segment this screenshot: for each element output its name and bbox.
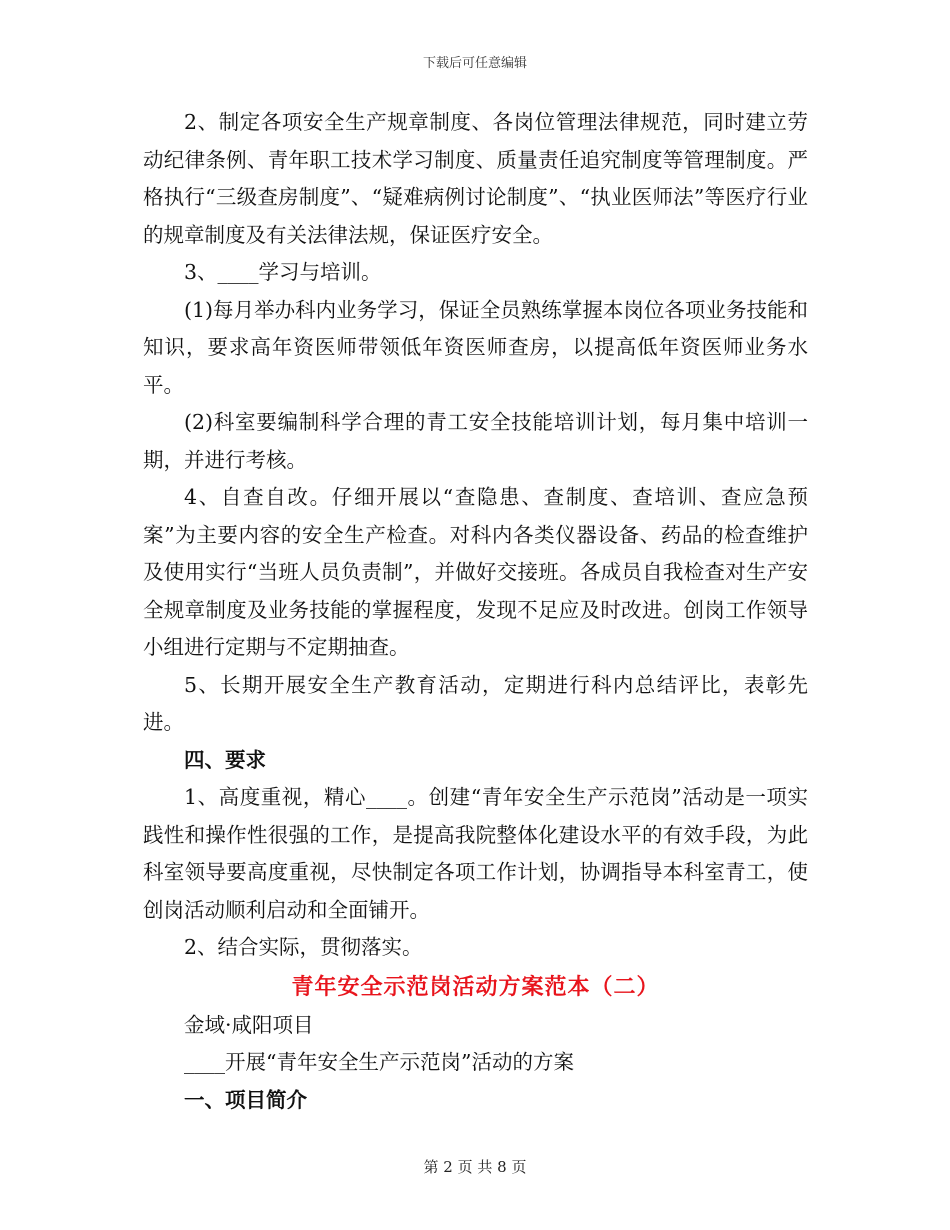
- page-number-footer: 第 2 页 共 8 页: [423, 1158, 527, 1176]
- paragraph-self-inspection: 4、自查自改。仔细开展以“查隐患、查制度、查培训、查应急预案”为主要内容的安全生产检查。对科内各类仪器设备、药品的检查维护及使用实行“当班人员负责制”，并做好交接班。各成员自我检查对生产安全规章制度及业务技能的掌握程度，发现不足应及时改进。创岗工作领导小组进行定期与不定期抽查。: [143, 485, 808, 659]
- paragraph-implementation: 2、结合实际，贯彻落实。: [184, 935, 423, 959]
- paragraph-education-activities: 5、长期开展安全生产教育活动，定期进行科内总结评比，表彰先进。: [143, 672, 808, 734]
- paragraph-monthly-study: (1)每月举办科内业务学习，保证全员熟练掌握本岗位各项业务技能和知识，要求高年资医师带领低年资医师查房，以提高低年资医师业务水平。: [143, 297, 808, 397]
- plan-title-line: ____开展“青年安全生产示范岗”活动的方案: [184, 1050, 574, 1074]
- paragraph-rules-system: 2、制定各项安全生产规章制度、各岗位管理法律规范，同时建立劳动纪律条例、青年职工技术学习制度、质量责任追究制度等管理制度。严格执行“三级查房制度”、“疑难病例讨论制度”、“执业医师法”等医疗行业的规章制度及有关法律法规，保证医疗安全。: [143, 110, 808, 247]
- project-name-line: 金域·咸阳项目: [184, 1012, 314, 1037]
- page-header: 下载后可任意编辑: [422, 56, 527, 71]
- section-heading-project-intro: 一、项目简介: [184, 1087, 307, 1112]
- document-title-part-two: 青年安全示范岗活动方案范本（二）: [291, 973, 660, 1000]
- document-body: [143, 104, 808, 1119]
- paragraph-study-training: 3、____学习与培训。: [184, 260, 382, 284]
- paragraph-training-plan: (2)科室要编制科学合理的青工安全技能培训计划，每月集中培训一期，并进行考核。: [143, 410, 808, 472]
- section-heading-requirements: 四、要求: [184, 747, 266, 772]
- paragraph-high-priority: 1、高度重视，精心____。创建“青年安全生产示范岗”活动是一项实践性和操作性很强的工作，是提高我院整体化建设水平的有效手段，为此科室领导要高度重视，尽快制定各项工作计划，协调指导本科室青工，使创岗活动顺利启动和全面铺开。: [143, 785, 808, 922]
